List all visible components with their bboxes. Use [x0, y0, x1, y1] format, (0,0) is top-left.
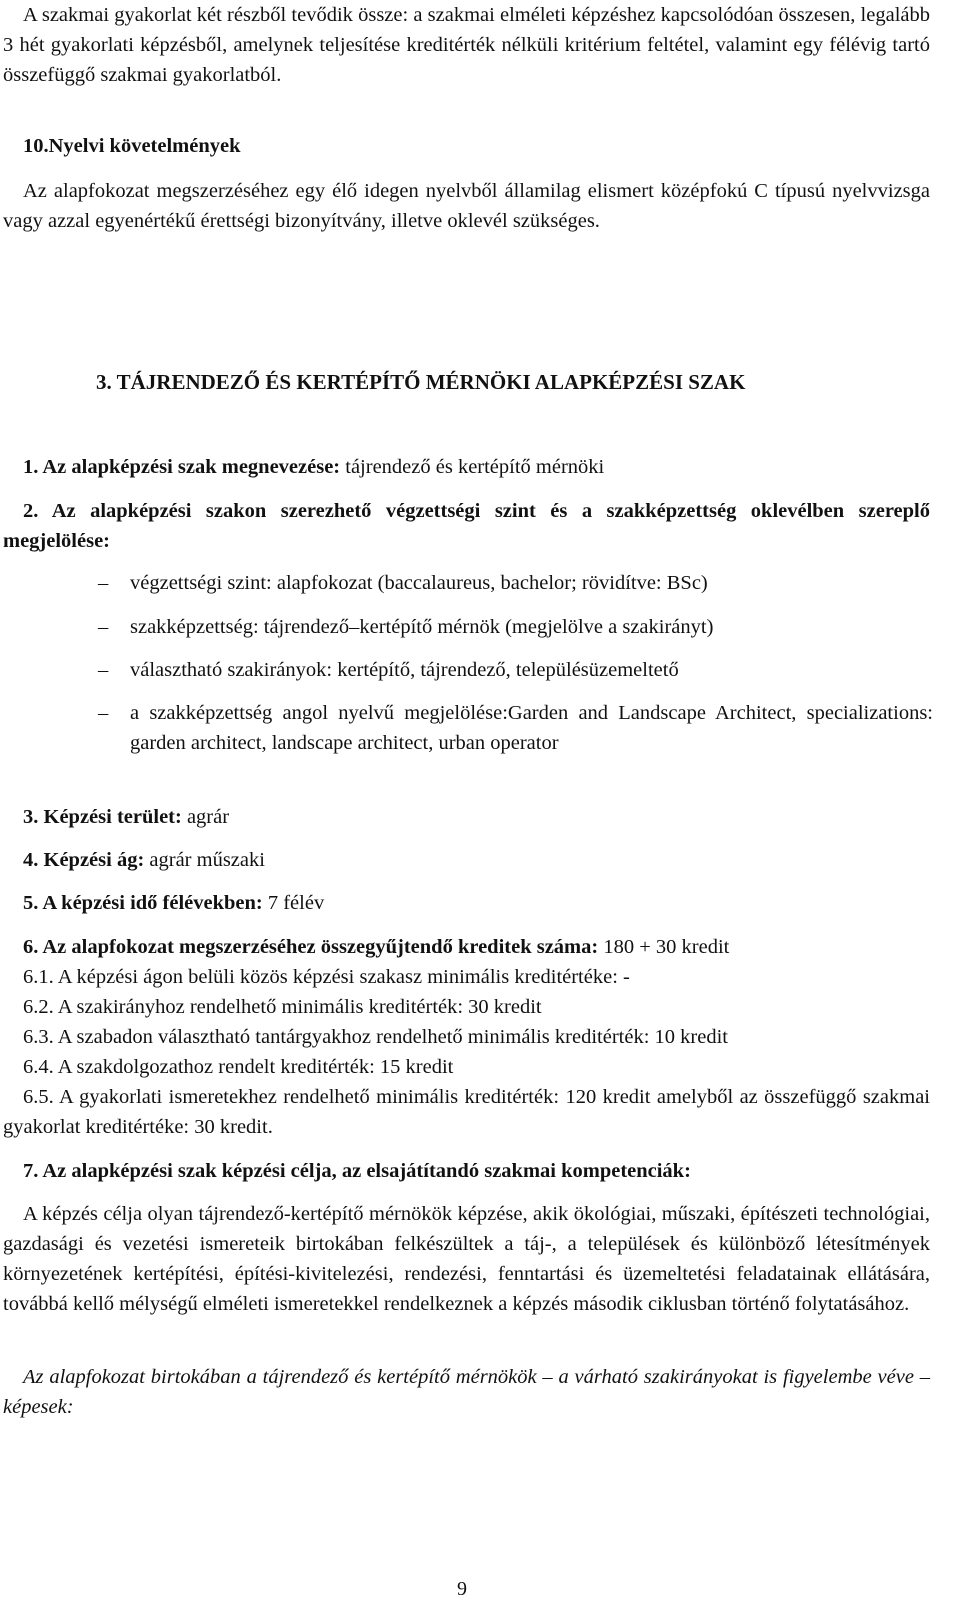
- language-requirements-heading: 10.Nyelvi követelmények: [23, 135, 241, 157]
- item-1-label: 1. Az alapképzési szak megnevezése:: [23, 456, 341, 478]
- item-5-value: 7 félév: [262, 892, 325, 914]
- item-6-value: 180 + 30 kredit: [598, 936, 730, 958]
- section-title: 3. TÁJRENDEZŐ ÉS KERTÉPÍTŐ MÉRNÖKI ALAPKÉPZÉSI SZAK: [96, 370, 746, 394]
- dash-marker: –: [98, 616, 109, 638]
- item-3: [23, 802, 923, 832]
- dash-marker: –: [98, 572, 109, 594]
- item-7-label: 7. Az alapképzési szak képzési célja, az elsajátítandó szakmai kompetenciák:: [23, 1160, 691, 1182]
- item-5: [23, 888, 923, 918]
- item-1: [23, 452, 923, 482]
- page-number: 9: [457, 1578, 467, 1600]
- sub-item-6-5: 6.5. A gyakorlati ismeretekhez rendelhető minimális kreditérték: 120 kredit amelyből az összefüggő szakmai gyakorlat kreditértéke: 30 kredit.: [3, 1086, 930, 1138]
- item-7-italic-intro: Az alapfokozat birtokában a tájrendező és kertépítő mérnökök – a várható szakirányokat is figyelembe véve – képesek:: [3, 1366, 930, 1418]
- bullet-text: végzettségi szint: alapfokozat (baccalaureus, bachelor; rövidítve: BSc): [130, 572, 708, 594]
- item-3-value: agrár: [181, 806, 230, 828]
- bullet-text: szakképzettség: tájrendező–kertépítő mérnök (megjelölve a szakirányt): [130, 616, 714, 638]
- item-4: [23, 845, 923, 875]
- item-6-label: 6. Az alapfokozat megszerzéséhez összegyűjtendő kreditek száma:: [23, 936, 599, 958]
- bullet-text: választható szakirányok: kertépítő, tájrendező, településüzemeltető: [130, 659, 679, 681]
- item-6: [23, 932, 933, 962]
- item-4-label: 4. Képzési ág:: [23, 849, 145, 871]
- bullet-text: a szakképzettség angol nyelvű megjelölése:Garden and Landscape Architect, specializations: garden architect, landscape architect, urban operator: [130, 702, 933, 754]
- dash-marker: –: [98, 702, 109, 724]
- item-7-text: A képzés célja olyan tájrendező-kertépítő mérnökök képzése, akik ökológiai, műszaki, építészeti technológiai, gazdasági és vezetési ismereteik birtokában felkészültek a táj-, a települések és különböző létesítmények környezetének kertépítési, építési-kivitelezési, rendezési, fenntartási és üzemeltetési feladatainak ellátására, továbbá kellő mélységű elméleti ismeretekkel rendelkeznek a képzés második ciklusban történő folytatásához.: [3, 1203, 930, 1315]
- item-1-value: tájrendező és kertépítő mérnöki: [340, 456, 605, 478]
- sub-item-6-3: 6.3. A szabadon választható tantárgyakhoz rendelhető minimális kreditérték: 10 kredit: [23, 1026, 728, 1048]
- sub-item-6-2: 6.2. A szakirányhoz rendelhető minimális kreditérték: 30 kredit: [23, 996, 542, 1018]
- item-5-label: 5. A képzési idő félévekben:: [23, 892, 263, 914]
- language-requirements-text: Az alapfokozat megszerzéséhez egy élő idegen nyelvből államilag elismert középfokú C típusú nyelvvizsga vagy azzal egyenértékű érettségi bizonyítvány, illetve oklevél szükséges.: [3, 180, 930, 232]
- item-3-label: 3. Képzési terület:: [23, 806, 182, 828]
- intro-paragraph: A szakmai gyakorlat két részből tevődik össze: a szakmai elméleti képzéshez kapcsolódóan összesen, legalább 3 hét gyakorlati képzésből, amelynek teljesítése kreditérték nélküli kritérium feltétel, valamint egy félévig tartó összefüggő szakmai gyakorlatból.: [3, 4, 930, 86]
- sub-item-6-1: 6.1. A képzési ágon belüli közös képzési szakasz minimális kreditértéke: -: [23, 966, 630, 988]
- item-4-value: agrár műszaki: [144, 849, 265, 871]
- dash-marker: –: [98, 659, 109, 681]
- item-2-label: 2. Az alapképzési szakon szerezhető végzettségi szint és a szakképzettség oklevélben szereplő megjelölése:: [3, 500, 930, 552]
- sub-item-6-4: 6.4. A szakdolgozathoz rendelt kreditérték: 15 kredit: [23, 1056, 454, 1078]
